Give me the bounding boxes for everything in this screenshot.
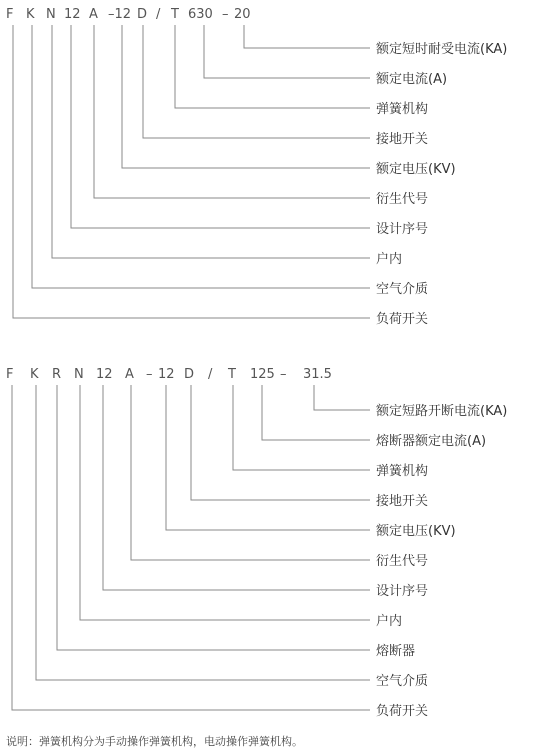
meaning-label: 负荷开关 (376, 312, 429, 327)
code-token: D (137, 7, 148, 22)
meaning-label: 接地开关 (376, 132, 429, 147)
code-token: N (74, 367, 84, 382)
meaning-label: 熔断器额定电流(A) (376, 434, 487, 449)
leader-line (244, 25, 370, 48)
leader-line (80, 385, 370, 620)
code-token: / (156, 7, 161, 22)
leader-line (32, 25, 370, 288)
leader-line (103, 385, 370, 590)
meaning-label: 熔断器 (376, 644, 416, 659)
leader-line (262, 385, 370, 440)
meaning-label: 额定电压(KV) (376, 524, 456, 539)
leader-line (94, 25, 370, 198)
code-token: – (222, 7, 229, 22)
note-text: 说明：弹簧机构分为手动操作弹簧机构，电动操作弹簧机构。 (6, 735, 303, 748)
leader-line (204, 25, 370, 78)
code-token: 12 (158, 367, 175, 382)
leader-line (36, 385, 370, 680)
code-token: K (26, 7, 35, 22)
diagram-1 (6, 7, 507, 327)
code-token: 630 (188, 7, 213, 22)
meaning-label: 户内 (376, 614, 403, 629)
leader-line (13, 25, 370, 318)
code-token: – (146, 367, 153, 382)
code-token: T (228, 367, 236, 382)
meaning-label: 额定短时耐受电流(KA) (376, 42, 508, 57)
code-token: 31.5 (303, 367, 332, 382)
diagram-2 (6, 367, 507, 719)
leader-line (314, 385, 370, 410)
meaning-label: 负荷开关 (376, 704, 429, 719)
leader-line (191, 385, 370, 500)
code-token: 12 (96, 367, 113, 382)
leader-line (122, 25, 370, 168)
meaning-label: 空气介质 (376, 674, 429, 689)
meaning-label: 衍生代号 (376, 192, 429, 207)
meaning-label: 额定电流(A) (376, 72, 448, 87)
leader-line (57, 385, 370, 650)
code-token: T (171, 7, 179, 22)
code-token: F (6, 367, 14, 382)
code-token: N (46, 7, 56, 22)
meaning-label: 衍生代号 (376, 554, 429, 569)
code-token: K (30, 367, 39, 382)
meaning-label: 额定电压(KV) (376, 162, 456, 177)
meaning-label: 设计序号 (376, 222, 429, 237)
meaning-label: 设计序号 (376, 584, 429, 599)
leader-line (166, 385, 370, 530)
meaning-label: 弹簧机构 (376, 464, 429, 479)
meaning-label: 弹簧机构 (376, 102, 429, 117)
code-token: –12 (108, 7, 132, 22)
leader-line (143, 25, 370, 138)
code-token: 20 (234, 7, 251, 22)
code-token: 125 (250, 367, 275, 382)
code-token: D (184, 367, 195, 382)
meaning-label: 额定短路开断电流(KA) (376, 404, 508, 419)
code-token: F (6, 7, 14, 22)
code-token: 12 (64, 7, 81, 22)
code-token: – (280, 367, 287, 382)
leader-line (52, 25, 370, 258)
code-token: A (125, 367, 134, 382)
code-token: R (52, 367, 62, 382)
code-token: A (89, 7, 98, 22)
code-token: / (208, 367, 213, 382)
meaning-label: 接地开关 (376, 494, 429, 509)
meaning-label: 户内 (376, 252, 403, 267)
leader-line (131, 385, 370, 560)
meaning-label: 空气介质 (376, 282, 429, 297)
leader-line (233, 385, 370, 470)
